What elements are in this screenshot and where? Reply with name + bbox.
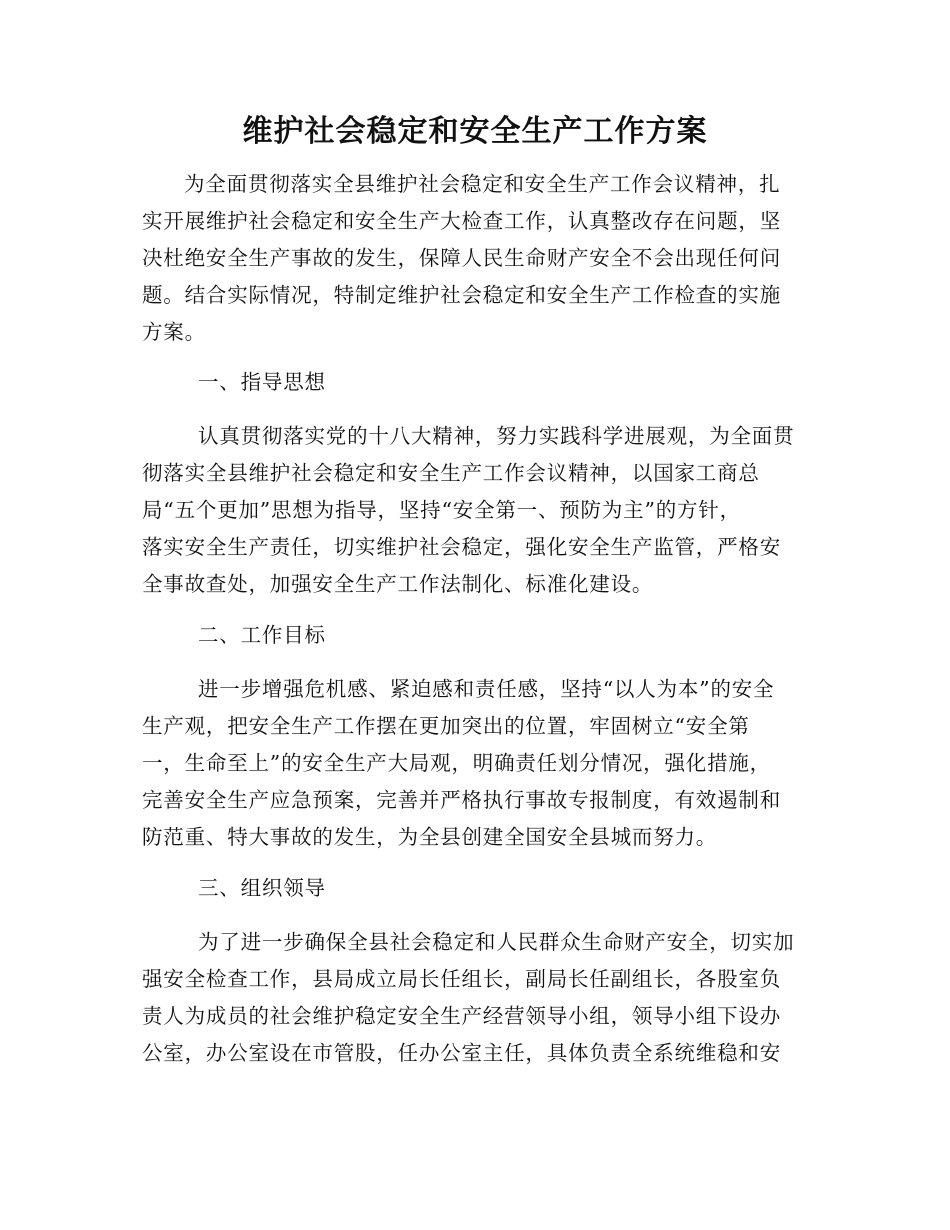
intro-line-4: 题。结合实际情况，特制定维护社会稳定和安全生产工作检查的实施 — [142, 283, 781, 307]
org-line-4: 公室，办公室设在市管股，任办公室主任，具体负责全系统维稳和安 — [142, 1041, 781, 1065]
goals-line-1: 进一步增强危机感、紧迫感和责任感，坚持“以人为本”的安全 — [198, 677, 775, 701]
org-line-3: 责人为成员的社会维护稳定安全生产经营领导小组，领导小组下设办 — [142, 1004, 781, 1028]
section-heading-text: 一、指导思想 — [198, 370, 326, 394]
organization-paragraph — [142, 924, 802, 1072]
document-title: 维护社会稳定和安全生产工作方案 — [242, 114, 708, 149]
intro-line-5: 方案。 — [142, 320, 206, 344]
guiding-line-3: 局“五个更加”思想为指导，坚持“安全第一、预防为主”的方针， — [142, 498, 741, 522]
guiding-thought-paragraph — [142, 418, 802, 603]
goals-line-3: 一，生命至上”的安全生产大局观，明确责任划分情况，强化措施， — [142, 751, 771, 775]
intro-line-1: 为全面贯彻落实全县维护社会稳定和安全生产工作会议精神，扎 — [184, 172, 781, 196]
guiding-line-5: 全事故查处，加强安全生产工作法制化、标准化建设。 — [142, 572, 654, 596]
org-line-1: 为了进一步确保全县社会稳定和人民群众生命财产安全，切实加 — [198, 930, 795, 954]
section-heading-text: 二、工作目标 — [198, 623, 326, 647]
intro-line-3: 决杜绝安全生产事故的发生，保障人民生命财产安全不会出现任何问 — [142, 246, 781, 270]
goals-line-5: 防范重、特大事故的发生，为全县创建全国安全县城而努力。 — [142, 825, 718, 849]
goals-line-4: 完善安全生产应急预案，完善并严格执行事故专报制度，有效遏制和 — [142, 788, 781, 812]
guiding-line-1: 认真贯彻落实党的十八大精神，努力实践科学进展观，为全面贯 — [198, 424, 795, 448]
section-heading-organization — [198, 870, 858, 907]
goals-line-2: 生产观，把安全生产工作摆在更加突出的位置，牢固树立“安全第 — [142, 714, 750, 738]
org-line-2: 强安全检查工作，县局成立局长任组长，副局长任副组长，各股室负 — [142, 967, 781, 991]
guiding-line-4: 落实安全生产责任，切实维护社会稳定，强化安全生产监管，严格安 — [142, 535, 781, 559]
guiding-line-2: 彻落实全县维护社会稳定和安全生产工作会议精神，以国家工商总 — [142, 461, 760, 485]
intro-paragraph — [142, 166, 802, 351]
section-heading-text: 三、组织领导 — [198, 876, 326, 900]
work-goals-paragraph — [142, 671, 802, 856]
section-heading-work-goals — [198, 617, 858, 654]
intro-line-2: 实开展维护社会稳定和安全生产大检查工作，认真整改存在问题，坚 — [142, 209, 781, 233]
section-heading-guiding-thought — [198, 364, 858, 401]
